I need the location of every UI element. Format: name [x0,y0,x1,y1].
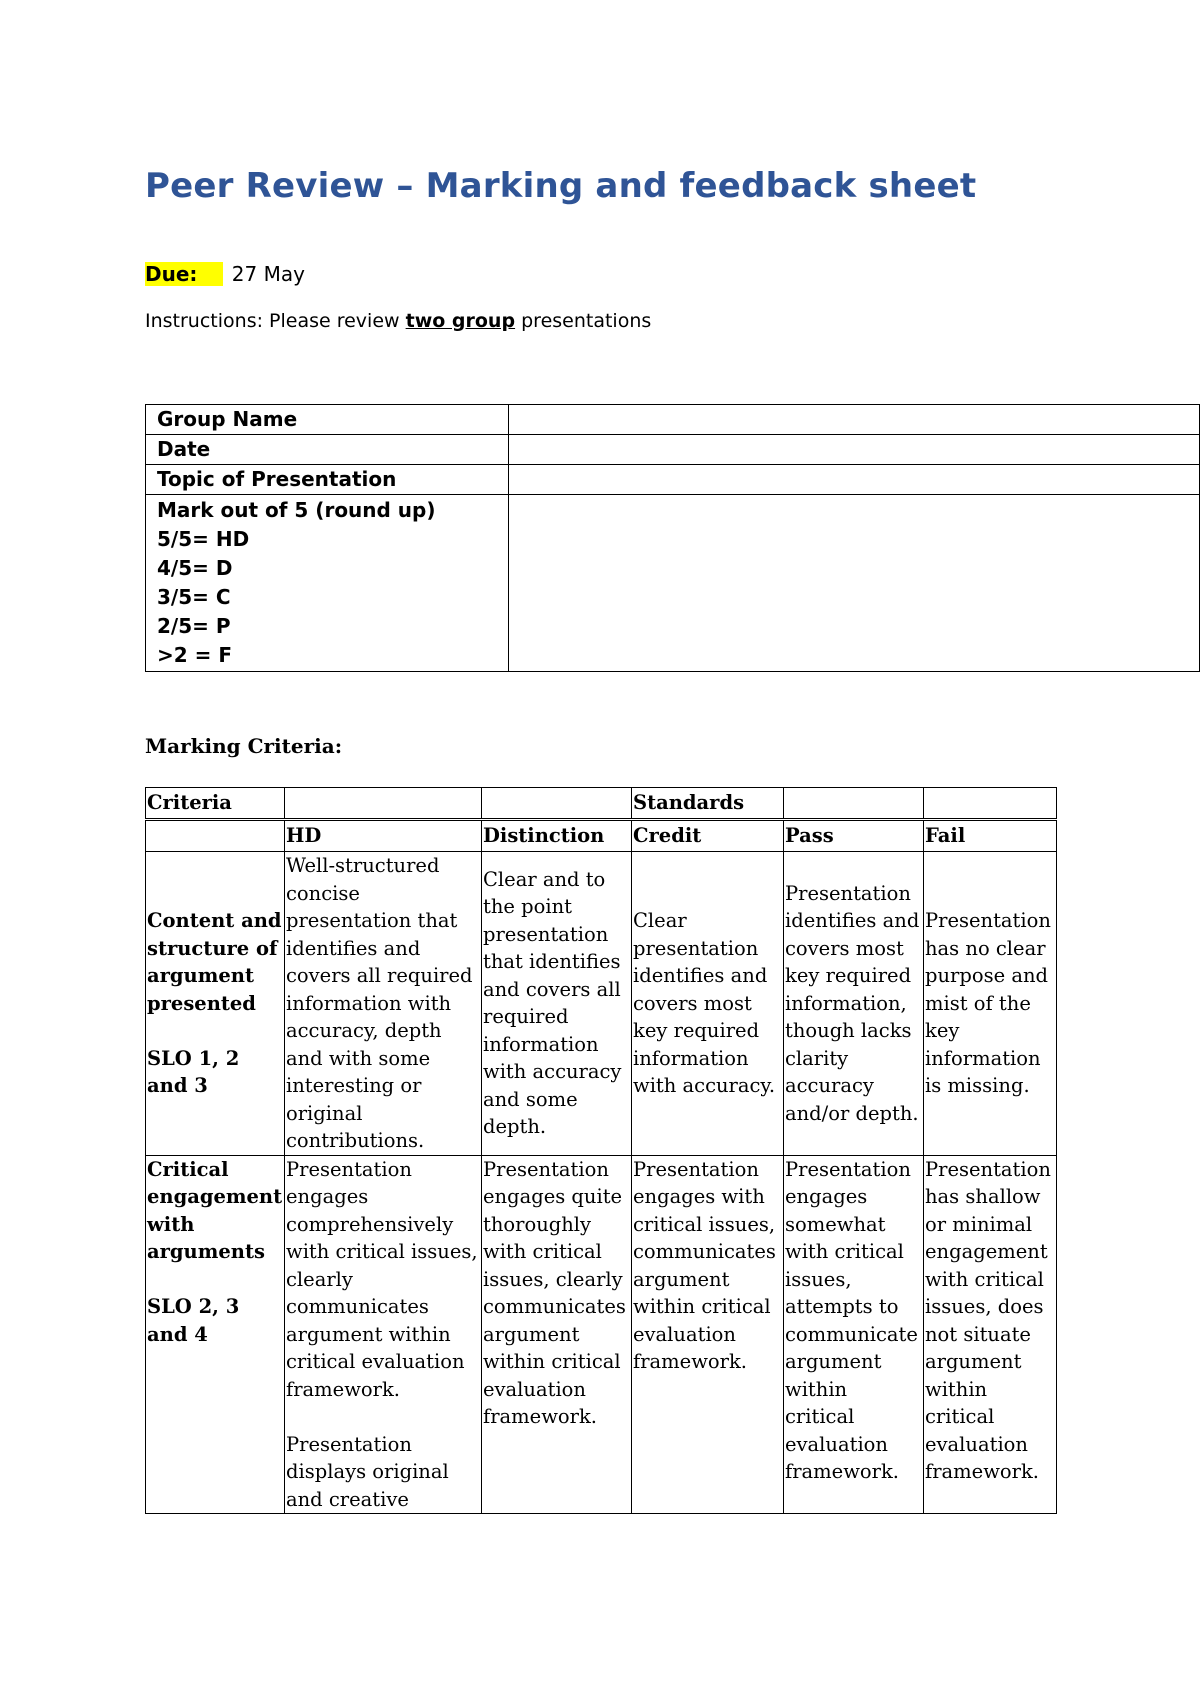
due-label: Due: [145,262,223,286]
due-line [145,262,305,286]
mark-label: Mark out of 5 (round up) [157,498,436,522]
date-label: Date [146,435,509,465]
table-row [146,435,1200,465]
instructions-text-end: presentations [515,310,652,332]
instructions [145,310,651,332]
fail-descriptor: Presentation has no clear purpose and mist of the key information is missing. [924,852,1057,1156]
page-title: Peer Review – Marking and feedback sheet [145,166,977,206]
criterion-label: Critical engagement with arguments [147,1157,283,1263]
mark-field[interactable] [509,495,1200,672]
criterion-cell [146,852,285,1156]
hd-header: HD [285,820,482,852]
header-empty-cell [924,788,1057,820]
slo-label: SLO 2, 3 and 4 [147,1295,240,1346]
hd-descriptor-extra: Presentation displays original and creative [286,1432,449,1511]
pass-header: Pass [784,820,924,852]
fail-descriptor: Presentation has shallow or minimal engagement with critical issues, does not situate argument within critical evaluation framework. [924,1155,1057,1514]
grade-hd: 5/5= HD [157,527,250,551]
hd-descriptor-cell [285,1155,482,1514]
table-row [146,465,1200,495]
criterion-cell [146,1155,285,1514]
slo-label: SLO 1, 2 and 3 [147,1046,240,1097]
header-empty-cell [285,788,482,820]
grade-f: >2 = F [157,643,233,667]
distinction-descriptor: Presentation engages quite thoroughly with critical issues, clearly communicates argument within critical evaluation framework. [482,1155,632,1514]
grade-p: 2/5= P [157,614,231,638]
criterion-label: Content and structure of argument presented [147,909,282,1015]
credit-header: Credit [632,820,784,852]
table-row [146,405,1200,435]
mark-cell [146,495,509,672]
table-row [146,495,1200,672]
marking-criteria-table [145,787,1057,1514]
distinction-descriptor: Clear and to the point presentation that identifies and covers all required information with accuracy and some depth. [482,852,632,1156]
header-empty-cell [784,788,924,820]
fail-header: Fail [924,820,1057,852]
group-name-label: Group Name [146,405,509,435]
hd-descriptor: Well-structured concise presentation that identifies and covers all required information with accuracy, depth and with some interesting or original contributions. [285,852,482,1156]
due-date: 27 May [231,262,305,286]
standards-header: Standards [632,788,784,820]
group-info-table [145,404,1200,672]
header-empty-cell [482,788,632,820]
table-row [146,1155,1057,1514]
header-empty-cell [146,820,285,852]
instructions-emphasis: two group [405,310,516,332]
credit-descriptor: Presentation engages with critical issues, communicates argument within critical evaluation framework. [632,1155,784,1514]
table-row [146,852,1057,1156]
pass-descriptor: Presentation engages somewhat with critical issues, attempts to communicate argument within critical evaluation framework. [784,1155,924,1514]
distinction-header: Distinction [482,820,632,852]
table-header-row [146,820,1057,852]
table-header-row [146,788,1057,820]
marking-criteria-heading: Marking Criteria: [145,734,343,758]
credit-descriptor: Clear presentation identifies and covers most key required information with accuracy. [632,852,784,1156]
pass-descriptor: Presentation identifies and covers most key required information, though lacks clarity accuracy and/or depth. [784,852,924,1156]
hd-descriptor: Presentation engages comprehensively with critical issues, clearly communicates argument within critical evaluation framework. [286,1157,478,1401]
instructions-text: Instructions: Please review [145,310,406,332]
grade-d: 4/5= D [157,556,233,580]
group-name-field[interactable] [509,405,1200,435]
date-field[interactable] [509,435,1200,465]
grade-c: 3/5= C [157,585,231,609]
topic-label: Topic of Presentation [146,465,509,495]
topic-field[interactable] [509,465,1200,495]
criteria-header: Criteria [146,788,285,820]
